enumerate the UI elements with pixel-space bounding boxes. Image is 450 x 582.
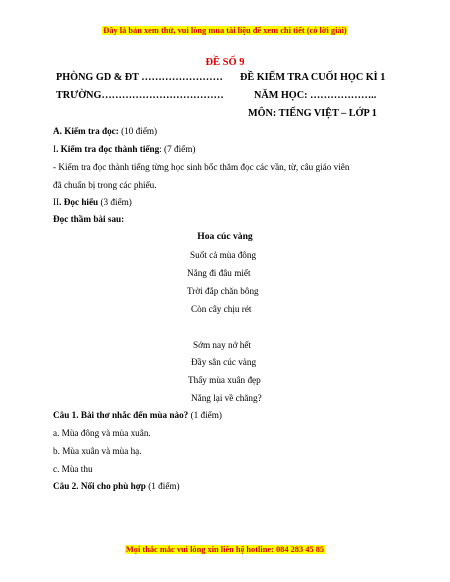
department-line: PHÒNG GD & ĐT ……………………	[56, 72, 223, 83]
poem-line: Đầy sân cúc vàng	[191, 357, 257, 367]
poem-title: Hoa cúc vàng	[197, 231, 253, 242]
hotline-banner	[0, 545, 450, 554]
question-1	[53, 410, 222, 420]
question-2-label: Câu 2. Nối cho phù hợp	[53, 481, 146, 491]
section-i-description-line1: - Kiểm tra đọc thành tiếng từng học sinh bốc thăm đọc các vần, từ, câu giáo viên	[53, 162, 350, 172]
question-1-option-c: c. Mùa thu	[53, 464, 93, 474]
section-ii-number: II	[53, 197, 60, 207]
school-year-line: NĂM HỌC: ………………..	[254, 90, 377, 101]
section-i-description-line2: đã chuẩn bị trong các phiếu.	[53, 180, 157, 190]
section-ii-label: . Đọc hiểu	[59, 197, 99, 207]
poem-line: Nắng đi đâu miết	[187, 268, 251, 278]
section-ii-heading	[53, 197, 132, 207]
exam-title-line: ĐỀ KIỂM TRA CUỐI HỌC KÌ 1	[240, 72, 386, 83]
section-a-label: A. Kiểm tra đọc:	[53, 126, 119, 136]
preview-notice-text: Đây là bản xem thử, vui lòng mua tài liệu để xem chi tiết (có lời giải)	[103, 26, 347, 35]
section-a-heading	[53, 126, 157, 136]
section-i-points: : (7 điểm)	[159, 144, 196, 154]
exam-number-title: ĐỀ SỐ 9	[205, 57, 245, 68]
section-i-number: I	[53, 144, 57, 154]
section-a-points: (10 điểm)	[118, 126, 158, 136]
section-i-heading	[53, 144, 195, 154]
poem-line: Nắng lại về chăng?	[191, 393, 262, 403]
hotline-text: Mọi thắc mắc vui lòng xin liên hệ hotline: 084 283 45 85	[125, 545, 325, 554]
poem-line: Trời đắp chăn bông	[187, 286, 259, 296]
question-1-points: (1 điểm)	[188, 410, 222, 420]
question-1-option-b: b. Mùa xuân và mùa hạ.	[53, 446, 142, 456]
reading-instruction: Đọc thầm bài sau:	[53, 214, 125, 224]
poem-line: Sớm nay nở hết	[193, 340, 251, 350]
subject-line: MÔN: TIẾNG VIỆT – LỚP 1	[248, 108, 377, 119]
section-ii-points: (3 điểm)	[98, 197, 132, 207]
preview-notice-banner	[0, 26, 450, 35]
question-1-label: Câu 1. Bài thơ nhắc đến mùa nào?	[53, 410, 189, 420]
section-i-label: . Kiểm tra đọc thành tiếng	[56, 144, 160, 154]
poem-line: Còn cây chịu rét	[191, 304, 252, 314]
question-2	[53, 481, 180, 491]
school-line: TRƯỜNG………………………………	[56, 90, 224, 101]
poem-line: Suốt cả mùa đông	[190, 250, 257, 260]
question-2-points: (1 điểm)	[145, 481, 180, 491]
question-1-option-a: a. Mùa đông và mùa xuân.	[53, 428, 151, 438]
poem-line: Thấy mùa xuân đẹp	[188, 375, 261, 385]
